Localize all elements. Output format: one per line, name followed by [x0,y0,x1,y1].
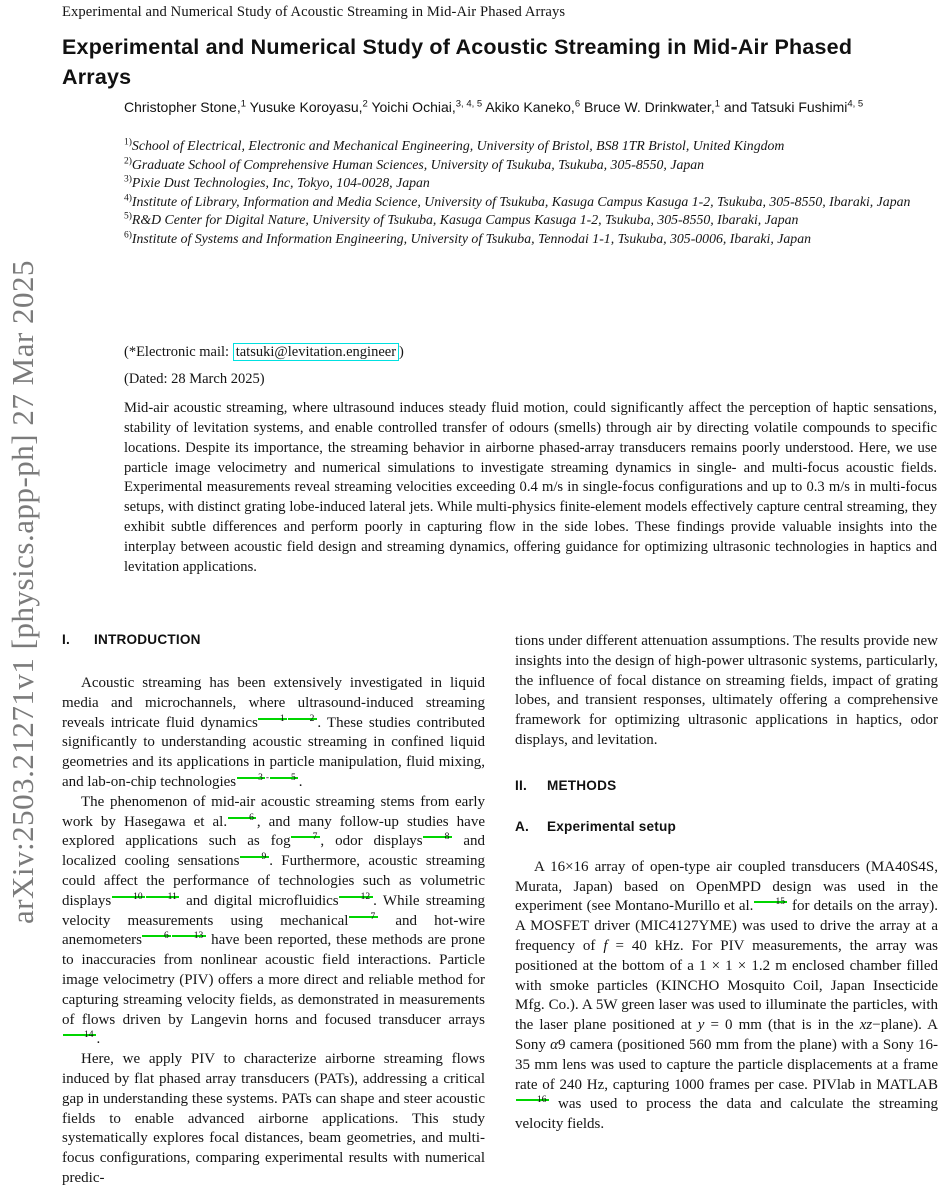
affiliation: $^{3)}$Pixie Dust Technologies, Inc, Tokyo, 104-0028, Japan [124,174,430,190]
math-symbol: f [603,937,608,954]
citation-link[interactable] [339,892,374,902]
citation-number[interactable]: 1 [258,718,287,720]
subsection-number: A. [515,818,529,834]
citation-link[interactable] [227,813,257,823]
author-affiliation-ref: 4, 5 [847,98,864,110]
affiliation-list [124,137,937,248]
citation-link[interactable] [62,1030,97,1040]
email-line [124,344,404,361]
paragraph-intro-continued: tions under different attenuation assumptions. The results provide new insights into the design of high-power ultrasonic systems, particularly, the influence of focal distance on streaming fields, impact of grating lobes, and transient responses, ultimately offering a comprehensive framework for optimizing ultrasonic applications in haptics, odor displays, and levitation. [515,633,938,748]
math-symbol: α [550,1036,558,1053]
email-suffix: ) [399,344,404,360]
citation-link[interactable] [348,912,378,922]
affiliation: $^{1)}$School of Electrical, Electronic and Mechanical Engineering, University of Bristol, BS8 1TR Bristol, United Kingdom [124,137,785,153]
section-title: METHODS [547,777,617,793]
section-heading-introduction [62,632,485,647]
section-heading-methods [515,778,938,793]
author-affiliation-ref: 1 [714,98,720,110]
citation-number[interactable]: 16 [516,1099,550,1101]
citation-number[interactable]: 11 [146,896,179,898]
author-affiliation-ref: 2 [362,98,368,110]
author-affiliation-ref: 3, 4, 5 [455,98,483,110]
affiliation-number: 3) [124,174,132,185]
paragraph-intro-2: The phenomenon of mid-air acoustic streaming stems from early work by Hasegawa et al. $^6$ , and many follow-up studies have explored applications such as fog $^7$ , odor displays $^8$ and localized cooling sensations $^9$ . Furthermore, acoustic streaming could affect the performance of technologies such as volumetric displays $^{10 11}$ and digital microfluidics $^{12}$ . While streaming velocity measurements using mechanical $^7$ and hot-wire anemometers $^{6 13}$ have been reported, these methods are prone to inaccuracies from nonlinear acoustic field interactions. Particle image velocimetry (PIV) offers a more direct and reliable method for capturing streaming velocity fields, as demonstrated in measurements of flows driven by Langevin horns and focused transducer arrays$^{14}$ . [62,793,486,1048]
citation-number[interactable]: 15 [754,901,788,903]
citation-number[interactable]: 14 [63,1034,97,1036]
two-column-body [62,630,938,1200]
abstract-text: Mid-air acoustic streaming, where ultrasound induces steady fluid motion, could significantly affect the perception of haptic sensations, stability of levitation systems, and enable controlled transfer of odours (smells) through air by directing volatile compounds to specific locations. Despite its importance, the streaming behavior in airborne phased-array transducers remains poorly understood. Here, we use particle image velocimetry and numerical simulations to investigate streaming dynamics in single- and multi-focus acoustic fields. Experimental measurements reveal streaming velocities exceeding 0.4 m/s in single-focus configurations and up to 0.3 m/s in multi-focus setups, with distinct grating lobe-induced lateral jets. While multi-physics finite-element models effectively capture central streaming, they exhibit subtle differences and perform poorly in capturing flow in the side lobes. These findings provide valuable insights into the interplay between acoustic field design and streaming dynamics, offering guidance for optimizing ultrasonic technologies in haptics and levitation applications. [124,400,937,575]
citation-number[interactable]: 6 [228,817,257,819]
paragraph-intro-1: Acoustic streaming has been extensively investigated in liquid media and microchannels, where ultrasound-induced streaming reveals intricate fluid dynamics $^{1 2}$ . These studies contributed significantly to understanding acoustic streaming in confined liquid geometries and its applications in particle manipulation, fluid mixing, and lab-on-chip technologies $^{3 - 5}$ . [62,675,485,790]
citation-number[interactable]: 13 [172,935,206,937]
citation-link[interactable] [111,892,180,902]
affiliation-number: 2) [124,155,132,166]
author-affiliation-ref: 1 [240,98,247,110]
citation-link[interactable] [291,832,321,842]
math-symbol: y [697,1017,705,1034]
math-symbol: xz [859,1017,873,1034]
section-number: II. [515,777,527,793]
affiliation-number: 4) [124,192,132,203]
right-column [515,630,938,1200]
citation-number[interactable]: 3 [237,777,266,779]
arxiv-watermark: arXiv:2503.21271v1 [physics.app-ph] 27 Mar 2025 [5,259,40,925]
affiliation: $^{4)}$Institute of Library, Information and Media Science, University of Tsukuba, Kasuga Campus Kasuga 1-2, Tsukuba, 305-8550, Ibaraki, Japan [124,192,911,209]
left-column [62,630,485,1200]
author-list: Christopher Stone,$^1$ Yusuke Koroyasu,$^2$ Yoichi Ochiai,$^{3, 4, 5}$ Akiko Kaneko,$^6$ Bruce W. Drinkwater,$^1$ and Tatsuki Fushimi$^{4, 5}$ [124,98,864,115]
citation-link[interactable] [515,1095,550,1105]
citation-link[interactable] [258,714,318,724]
citation-link[interactable]: 3 - 5 [236,773,299,783]
citation-link[interactable] [239,852,269,862]
email-prefix: (*Electronic mail: [124,344,233,360]
dated-line: (Dated: 28 March 2025) [124,371,265,387]
citation-number[interactable]: 2 [288,718,317,720]
subsection-heading-experimental-setup [515,819,938,834]
affiliation-number: 1) [124,137,132,148]
subsection-title: Experimental setup [547,818,677,834]
author-affiliation-ref: 6 [574,98,581,110]
citation-number[interactable]: 7 [291,836,320,838]
citation-link[interactable] [423,832,453,842]
citation-number[interactable]: 8 [423,836,452,838]
citation-link[interactable] [142,931,206,941]
affiliation-number: 5) [124,211,132,222]
affiliation: $^{5)}$R&D Center for Digital Nature, University of Tsukuba, Kasuga Campus Kasuga 1-2, Tsukuba, 305-8550, Ibaraki, Japan [124,211,799,227]
running-head: Experimental and Numerical Study of Acoustic Streaming in Mid-Air Phased Arrays [62,4,566,20]
citation-number[interactable]: 5 [270,777,299,779]
email-link[interactable]: tatsuki@levitation.engineer [233,343,399,361]
citation-link[interactable] [753,897,788,907]
affiliation-number: 6) [124,229,132,240]
paragraph-intro-3: Here, we apply PIV to characterize airborne streaming flows induced by flat phased array transducers (PATs), addressing a critical gap in understanding these systems. PATs can shape and steer acoustic fields to enable advanced airborne applications. This study systematically explores focal distances, beam geometries, and multi-focus configurations, comparing experimental results with numerical predic- [62,1051,485,1186]
section-title: INTRODUCTION [94,632,201,647]
citation-number[interactable]: 12 [339,896,373,898]
section-number: I. [62,632,70,647]
affiliation: $^{2)}$Graduate School of Comprehensive Human Sciences, University of Tsukuba, Tsukuba, 305-8550, Japan [124,155,705,172]
citation-number[interactable]: 7 [349,916,378,918]
paragraph-methods-1: A 16×16 array of open-type air coupled transducers (MA40S4S, Murata, Japan) based on OpenMPD design was used in the experiment (see Montano-Murillo et al. $^{15}$ for details on the array). A MOSFET driver (MIC4127YME) was used to drive the array at a frequency of f = 40 kHz. For PIV measurements, the array was positioned at the bottom of a 1 × 1 × 1.2 m enclosed chamber filled with smoke particles (KINCHO Mosquito Coil, Japan Insecticide Mfg. Co.). A 5W green laser was used to illuminate the particles, with the laser plane positioned at y = 0 mm (that is in the xz−plane). A Sony α9 camera (positioned 560 mm from the plane) with a Sony 16-35 mm lens was used to capture the particle displacements at a frame rate of 240 Hz, capturing 1000 frames per case. PIVlab in MATLAB$^{16}$ was used to process the data and calculate the streaming velocity fields. [515,858,938,1133]
citation-number[interactable]: 9 [240,856,269,858]
citation-number[interactable]: 6 [142,935,171,937]
paper-title: Experimental and Numerical Study of Acoustic Streaming in Mid-Air Phased Arrays [62,35,853,89]
affiliation: $^{6)}$Institute of Systems and Information Engineering, University of Tsukuba, Tennodai 1-1, Tsukuba, 305-0006, Ibaraki, Japan [124,229,812,246]
citation-number[interactable]: 10 [112,896,146,898]
